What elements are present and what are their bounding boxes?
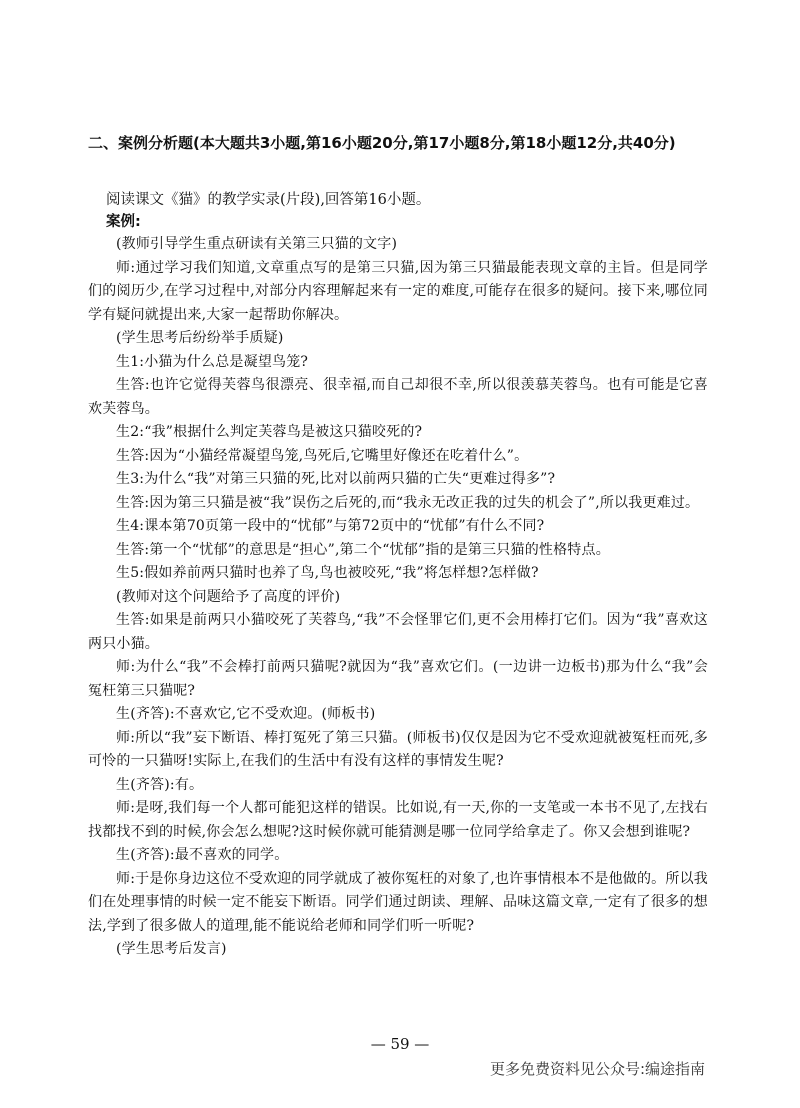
paragraph-21: 师:于是你身边这位不受欢迎的同学就成了被你冤枉的对象了,也许事情根本不是他做的。所以我们在处理事情的时候一定不能妄下断语。同学们通过朗读、理解、品味这篇文章,一定有了很多的想法,学到了很多做人的道理,能不能说给老师和同学们听一听呢? bbox=[88, 870, 708, 934]
paragraph-2: 师:通过学习我们知道,文章重点写的是第三只猫,因为第三只猫最能表现文章的主旨。但是同学们的阅历少,在学习过程中,对部分内容理解起来有一定的难度,可能存在很多的疑问。接下来,哪位同学有疑问就提出来,大家一起帮助你解决。 bbox=[88, 259, 708, 323]
paragraph-9: 生答:因为第三只猫是被“我”误伤之后死的,而“我永无改正我的过失的机会了”,所以我更难过。 bbox=[116, 494, 700, 511]
case-label: 案例: bbox=[106, 214, 141, 230]
page-number: — 59 — bbox=[370, 1035, 430, 1053]
paragraph-15: 师:为什么“我”不会棒打前两只猫呢?就因为“我”喜欢它们。(一边讲一边板书)那为什么“我”会冤枉第三只猫呢? bbox=[88, 659, 708, 699]
paragraph-18: 生(齐答):有。 bbox=[116, 776, 204, 793]
paragraph-20: 生(齐答):最不喜欢的同学。 bbox=[116, 847, 289, 863]
paragraph-22: (学生思考后发言) bbox=[116, 941, 227, 957]
paragraph-3: (学生思考后纷纷举手质疑) bbox=[116, 330, 284, 346]
footer-note: 更多免费资料见公众号:编途指南 bbox=[489, 1060, 705, 1078]
paragraph-7: 生答:因为“小猫经常凝望鸟笼,鸟死后,它嘴里好像还在吃着什么”。 bbox=[116, 447, 529, 464]
paragraph-5: 生答:也许它觉得芙蓉鸟很漂亮、很幸福,而自己却很不幸,所以很羡慕芙蓉鸟。也有可能是它喜欢芙蓉鸟。 bbox=[88, 377, 708, 417]
paragraph-10: 生4:课本第70页第一段中的“忧郁”与第72页中的“忧郁”有什么不同? bbox=[116, 518, 545, 534]
paragraph-19: 师:是呀,我们每一个人都可能犯这样的错误。比如说,有一天,你的一支笔或一本书不见了,左找右找都找不到的时候,你会怎么想呢?这时候你就可能猜测是哪一位同学给拿走了。你又会想到谁呢? bbox=[88, 800, 708, 840]
paragraph-11: 生答:第一个“忧郁”的意思是“担心”,第二个“忧郁”指的是第三只猫的性格特点。 bbox=[116, 541, 610, 558]
paragraph-12: 生5:假如养前两只猫时也养了鸟,鸟也被咬死,“我”将怎样想?怎样做? bbox=[116, 565, 539, 581]
paragraph-13: (教师对这个问题给予了高度的评价) bbox=[116, 588, 341, 605]
paragraph-17: 师:所以“我”妄下断语、棒打冤死了第三只猫。(师板书)仅仅是因为它不受欢迎就被冤枉而死,多可怜的一只猫呀!实际上,在我们的生活中有没有这样的事情发生呢? bbox=[88, 729, 708, 769]
section-title: 二、案例分析题(本大题共3小题,第16小题20分,第17小题8分,第18小题12分,共40分) bbox=[88, 134, 676, 152]
paragraph-4: 生1:小猫为什么总是凝望鸟笼? bbox=[116, 353, 309, 370]
paragraph-6: 生2:“我”根据什么判定芙蓉鸟是被这只猫咬死的? bbox=[116, 424, 423, 440]
paragraph-1: (教师引导学生重点研读有关第三只猫的文字) bbox=[116, 236, 398, 252]
paragraph-14: 生答:如果是前两只小猫咬死了芙蓉鸟,“我”不会怪罪它们,更不会用棒打它们。因为“我”喜欢这两只小猫。 bbox=[88, 612, 708, 652]
paragraph-16: 生(齐答):不喜欢它,它不受欢迎。(师板书) bbox=[116, 706, 376, 722]
lead-block bbox=[88, 189, 708, 211]
intro-text: 阅读课文《猫》的教学实录(片段),回答第16小题。 bbox=[106, 192, 431, 208]
case-body bbox=[88, 211, 708, 962]
paragraph-8: 生3:为什么“我”对第三只猫的死,比对以前两只猫的亡失“更难过得多”? bbox=[116, 471, 556, 487]
